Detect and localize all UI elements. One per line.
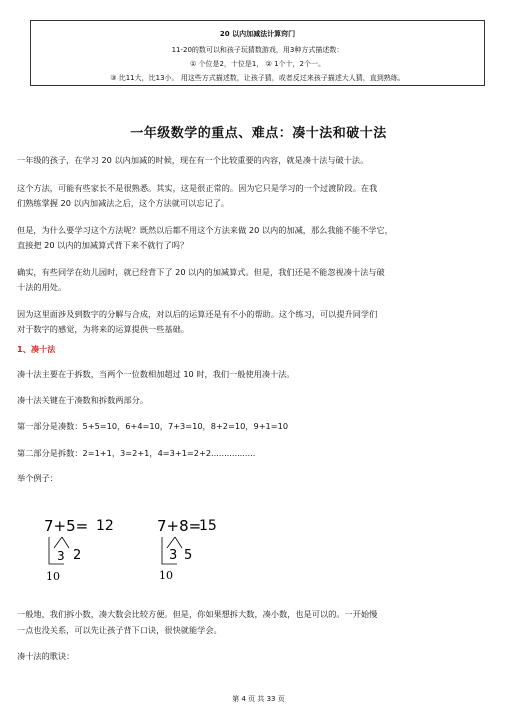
paragraph: 但是，为什么要学习这个方法呢？既然以后都不用这个方法来做 20 以内的加减，那么我能不能不学它， <box>17 225 393 235</box>
paragraph: 对于数字的感觉，为将来的运算提供一些基础。 <box>17 324 189 334</box>
paragraph: 这个方法，可能有些家长不是很熟悉。其实，这是很正常的。因为它只是学习的一个过渡阶段。在我 <box>17 183 378 193</box>
ten-sum: 10 <box>159 569 173 582</box>
example-result: 12 <box>96 518 114 534</box>
tip-box-title: 20 以内加减法计算窍门 <box>219 30 296 38</box>
paragraph: 因为这里面涉及到数字的分解与合成，对以后的运算还是有不小的帮助。这个练习，可以提升同学们 <box>17 309 378 319</box>
ten-sum: 10 <box>46 570 60 583</box>
example-expression: 7+8= <box>157 517 202 535</box>
split-part: 3 <box>169 548 178 563</box>
paragraph: 第二部分是拆数：2=1+1，3=2+1，4=3+1=2+2................. <box>17 448 256 458</box>
page-footer: 第 4 页 共 33 页 <box>232 695 285 703</box>
tip-box-line: ① 个位是2，十位是1， ② 1个十，2个一。 <box>189 60 326 68</box>
paragraph: 第一部分是凑数：5+5=10，6+4=10，7+3=10，8+2=10，9+1=10 <box>17 421 289 431</box>
paragraph: 一般地，我们拆小数，凑大数会比较方便。但是，你如果想拆大数，凑小数，也是可以的。一开始慢 <box>17 609 378 619</box>
paragraph: 凑十法关键在于凑数和拆数两部分。 <box>17 395 149 405</box>
example-result: 15 <box>199 518 217 534</box>
tip-box <box>30 20 485 86</box>
split-part: 2 <box>73 548 82 563</box>
paragraph: 直接把 20 以内的加减算式背下来不就行了吗？ <box>17 240 189 250</box>
paragraph: 凑十法的歌诀： <box>17 651 75 661</box>
section-heading: 1、凑十法 <box>17 344 56 354</box>
example-expression: 7+5= <box>44 517 89 535</box>
page-title: 一年级数学的重点、难点：凑十法和破十法 <box>130 126 387 141</box>
paragraph: 十法的用处。 <box>17 282 67 292</box>
paragraph: 凑十法主要在于拆数，当两个一位数相加超过 10 时，我们一般使用凑十法。 <box>17 369 295 379</box>
paragraph: 们熟练掌握 20 以内加减法之后，这个方法就可以忘记了。 <box>17 198 230 208</box>
paragraph: 举个例子： <box>17 473 58 483</box>
split-part: 3 <box>57 549 65 563</box>
decompose-lines <box>40 535 90 575</box>
paragraph: 一年级的孩子，在学习 20 以内加减的时候，现在有一个比较重要的内容，就是凑十法与破十法。 <box>17 155 369 165</box>
tip-box-line: 11-20的数可以和孩子玩猜数游戏，用3种方式描述数： <box>171 46 344 54</box>
paragraph: 确实，有些同学在幼儿园时，就已经背下了 20 以内的加减算式。但是，我们还是不能忽视凑十法与破 <box>17 267 385 277</box>
split-part: 5 <box>184 548 193 563</box>
paragraph: 一点也没关系，可以先让孩子背下口诀，很快就能学会。 <box>17 625 222 635</box>
tip-box-line: ③ 比11大，比13小。 用这些方式描述数，让孩子猜，或者反过来孩子描述大人猜，直到熟练。 <box>110 74 405 82</box>
